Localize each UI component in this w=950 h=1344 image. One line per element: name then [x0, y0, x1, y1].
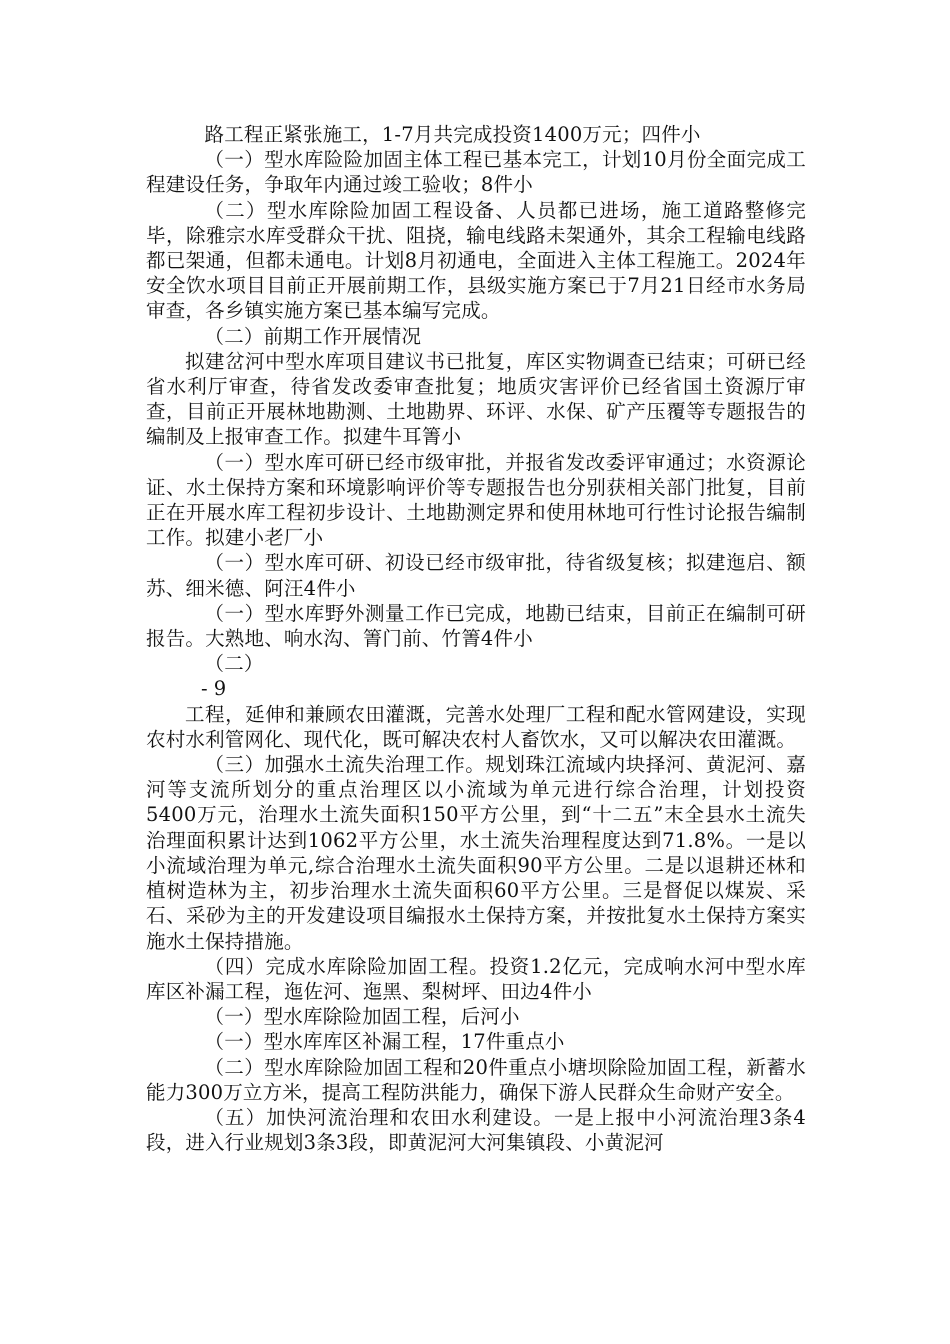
paragraph: （三）加强水土流失治理工作。规划珠江流域内块择河、黄泥河、嘉河等支流所划分的重点治理区以小流域为单元进行综合治理，计划投资5400万元，治理水土流失面积150平方公里，到“十二五”末全县水土流失治理面积累计达到1062平方公里，水土流失治理程度达到71.8%。一是以小流域治理为单元,综合治理水土流失面积90平方公里。二是以退耕还林和植树造林为主，初步治理水土流失面积60平方公里。三是督促以煤炭、采石、采砂为主的开发建设项目编报水土保持方案，并按批复水土保持方案实施水土保持措施。 — [146, 753, 806, 953]
page-number: - 9 — [201, 677, 227, 701]
paragraph: （一）型水库除险加固工程，后河小 — [204, 1005, 520, 1029]
paragraph: （一）型水库野外测量工作已完成，地勘已结束，目前正在编制可研报告。大熟地、响水沟、箐门前、竹箐4件小 — [146, 601, 806, 651]
document-body — [146, 122, 806, 1155]
paragraph: （一）型水库库区补漏工程，17件重点小 — [204, 1030, 565, 1054]
paragraph: 工程，延伸和兼顾农田灌溉，完善水处理厂工程和配水管网建设，实现农村水利管网化、现代化，既可解决农村人畜饮水，又可以解决农田灌溉。 — [146, 702, 806, 751]
paragraph: （二）型水库除险加固工程设备、人员都已进场，施工道路整修完毕，除雅宗水库受群众干扰、阻挠，输电线路未架通外，其余工程输电线路都已架通，但都未通电。计划8月初通电，全面进入主体工程施工。2024年安全饮水项目目前正开展前期工作，县级实施方案已于7月21日经市水务局审查，各乡镇实施方案已基本编写完成。 — [146, 198, 806, 323]
paragraph: 拟建岔河中型水库项目建议书已批复，库区实物调查已结束；可研已经省水利厅审查，待省发改委审查批复；地质灾害评价已经省国土资源厅审查，目前正开展林地勘测、土地勘界、环评、水保、矿产压覆等专题报告的编制及上报审查工作。拟建牛耳箐小 — [146, 349, 806, 449]
paragraph: （一）型水库险险加固主体工程已基本完工，计划10月份全面完成工程建设任务，争取年内通过竣工验收；8件小 — [146, 148, 806, 197]
paragraph: （二）型水库除险加固工程和20件重点小塘坝除险加固工程，新蓄水能力300万立方米，提高工程防洪能力，确保下游人民群众生命财产安全。 — [146, 1055, 806, 1104]
paragraph: （四）完成水库除险加固工程。投资1.2亿元，完成响水河中型水库库区补漏工程，迤佐河、迤黑、梨树坪、田边4件小 — [146, 954, 806, 1003]
paragraph: （五）加快河流治理和农田水利建设。一是上报中小河流治理3条4段，进入行业规划3条3段，即黄泥河大河集镇段、小黄泥河 — [146, 1105, 806, 1155]
paragraph: 路工程正紧张施工，1-7月共完成投资1400万元；四件小 — [204, 123, 701, 146]
paragraph: （二） — [204, 652, 264, 676]
paragraph: （一）型水库可研、初设已经市级审批，待省级复核；拟建迤启、额苏、细米德、阿汪4件小 — [146, 551, 806, 600]
paragraph: （一）型水库可研已经市级审批，并报省发改委评审通过；水资源论证、水土保持方案和环境影响评价等专题报告也分别获相关部门批复，目前正在开展水库工程初步设计、土地勘测定界和使用林地可行性讨论报告编制工作。拟建小老厂小 — [146, 450, 806, 550]
section-heading: （二）前期工作开展情况 — [204, 324, 422, 348]
